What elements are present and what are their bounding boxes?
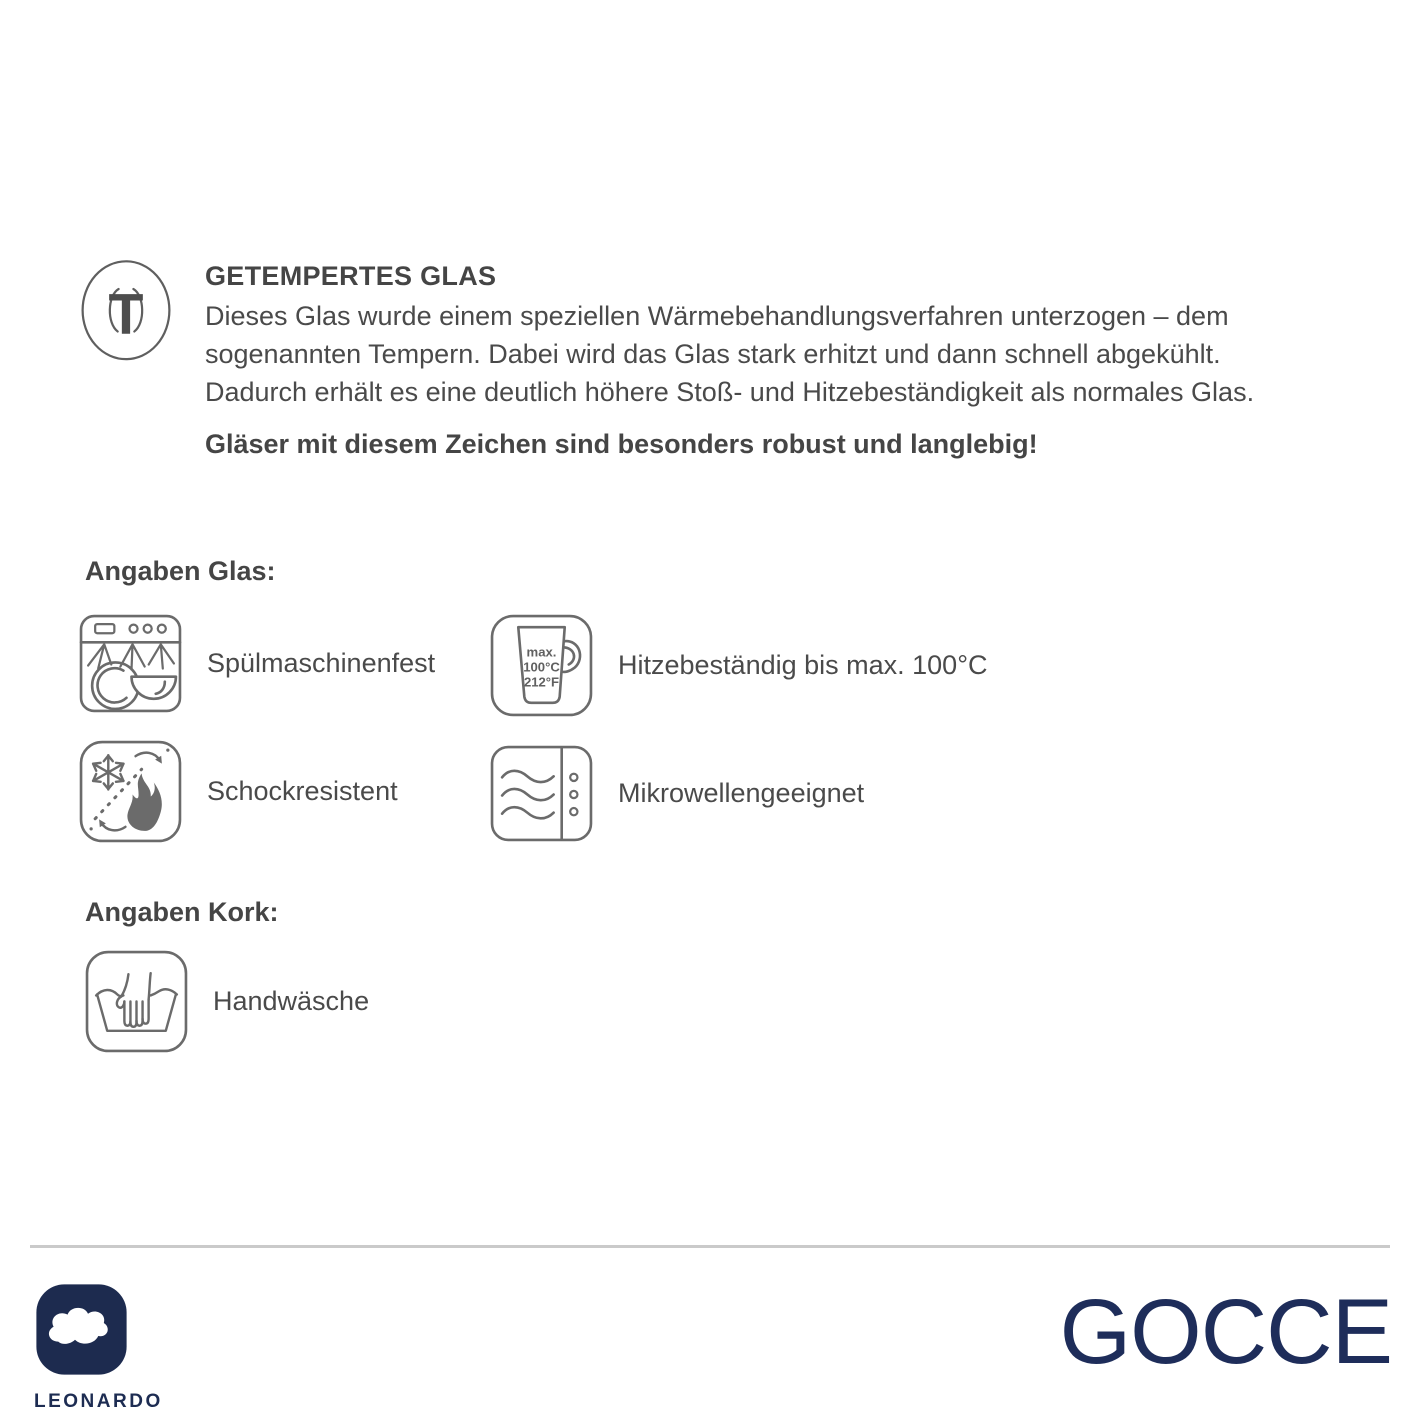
heat-icon-text: max. <box>526 644 557 660</box>
leonardo-logo <box>35 1283 128 1376</box>
care-item-heat <box>489 613 987 718</box>
heat-icon-text: 212°F <box>523 674 560 690</box>
shock-resistant-icon <box>78 739 183 844</box>
care-label: Schockresistent <box>207 776 398 806</box>
body-line: Dadurch erhält es eine deutlich höhere Stoß- und Hitzebeständigkeit als normales Glas. <box>205 377 1255 407</box>
microwave-safe-icon <box>489 741 594 846</box>
care-item-handwash <box>84 949 369 1054</box>
glass-section-heading: Angaben Glas: <box>85 556 276 586</box>
tempered-glass-t-icon <box>78 258 174 368</box>
tempered-glass-description <box>205 297 1365 411</box>
section-title: GETEMPERTES GLAS <box>205 261 497 291</box>
care-item-dishwasher <box>78 611 435 716</box>
care-label: Handwäsche <box>213 986 370 1016</box>
body-line: Dieses Glas wurde einem speziellen Wärmebehandlungsverfahren unterzogen – dem <box>205 301 1229 331</box>
t-letter: T <box>108 282 144 347</box>
body-line: sogenannten Tempern. Dabei wird das Glas stark erhitzt und dann schnell abgekühlt. <box>205 339 1221 369</box>
care-label: Mikrowellengeeignet <box>618 778 865 808</box>
handwash-icon <box>84 949 189 1054</box>
care-label: Hitzebeständig bis max. 100°C <box>618 650 988 680</box>
care-item-shock <box>78 739 398 844</box>
highlight-text: Gläser mit diesem Zeichen sind besonders robust und langlebig! <box>205 429 1038 459</box>
divider <box>30 1245 1390 1248</box>
care-label: Spülmaschinenfest <box>207 648 436 678</box>
cork-section-heading: Angaben Kork: <box>85 897 279 927</box>
care-item-microwave <box>489 741 864 846</box>
product-name: GOCCE <box>1059 1281 1392 1383</box>
heat-icon-text: 100°C <box>523 659 560 675</box>
heat-resistant-icon <box>489 613 594 718</box>
brand-name: LEONARDO <box>34 1391 163 1412</box>
dishwasher-safe-icon <box>78 611 183 716</box>
